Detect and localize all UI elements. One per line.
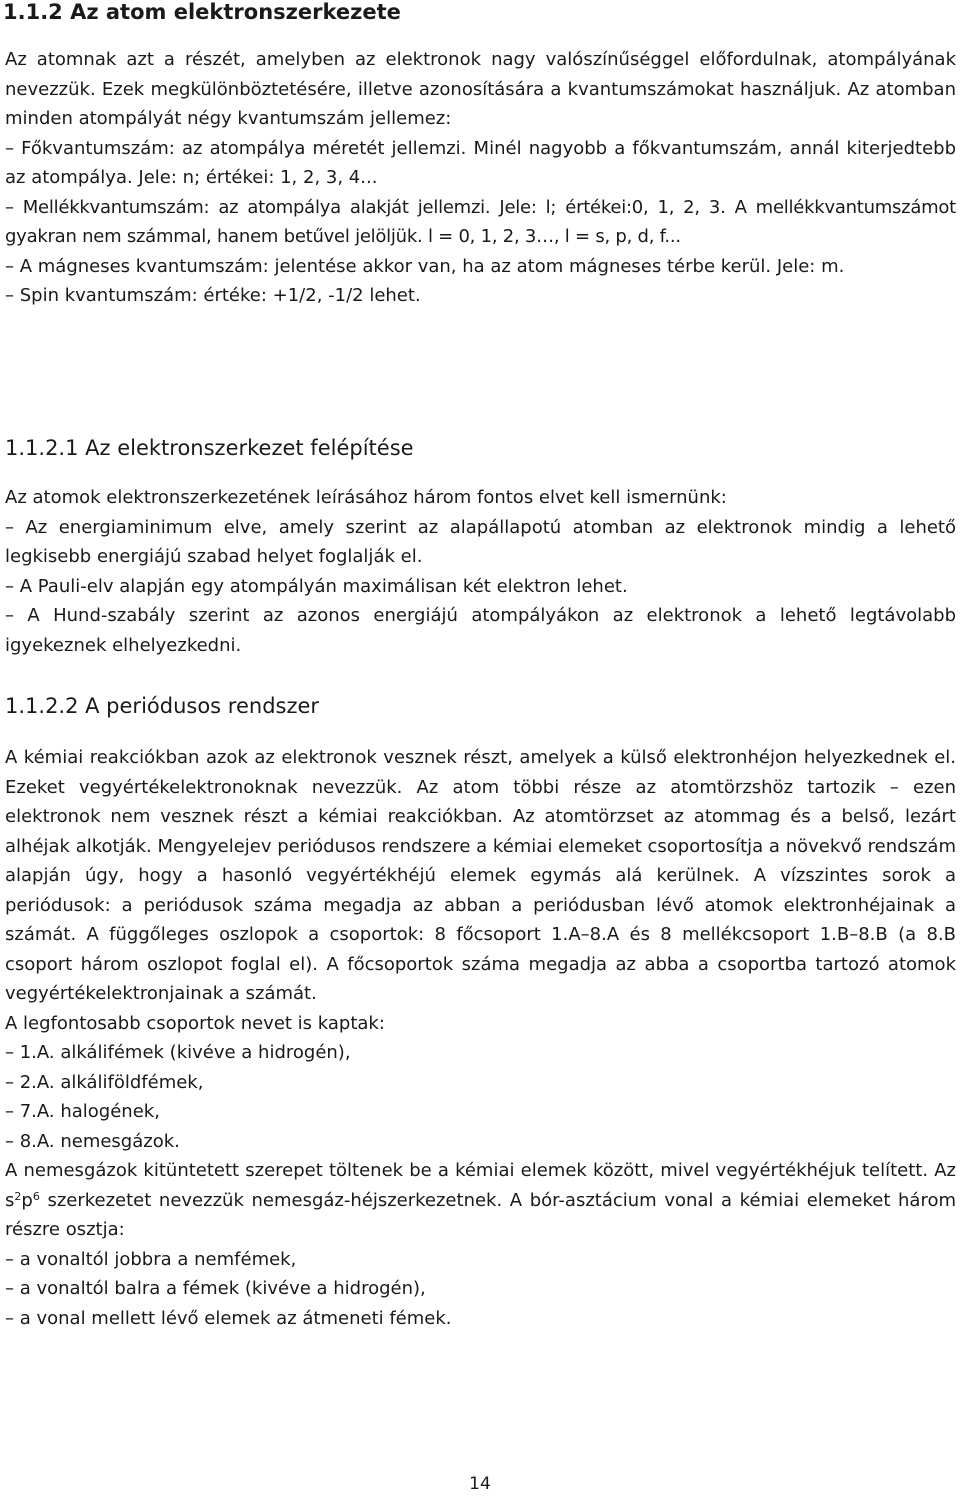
quantum-number-item: – Főkvantumszám: az atompálya méretét jellemzi. Minél nagyobb a főkvantumszám, annál kiterjedtebb az atompálya. Jele: n; értékei: 1, 2, 3, 4... bbox=[5, 137, 956, 188]
group-item: – 1.A. alkálifémek (kivéve a hidrogén), bbox=[5, 1042, 351, 1063]
subsection-2-body bbox=[5, 743, 956, 1333]
subsection-1-body bbox=[5, 483, 956, 660]
division-item: – a vonaltól balra a fémek (kivéve a hidrogén), bbox=[5, 1278, 426, 1299]
division-item: – a vonal mellett lévő elemek az átmeneti fémek. bbox=[5, 1307, 452, 1329]
principle-item: – Az energiaminimum elve, amely szerint az alapállapotú atomban az elektronok mindig a lehető legkisebb energiájú szabad helyet foglalják el. bbox=[5, 516, 956, 567]
noble-text-start: A nemesgázok kitüntetett szerepet töltenek be a kémiai elemek között, mivel vegyértékhéjuk telített. Az s bbox=[5, 1160, 956, 1211]
quantum-number-item: – Mellékkvantumszám: az atompálya alakját jellemzi. Jele: l; értékei:0, 1, 2, 3. A mellékkvantumszámot gyakran nem számmal, hanem betűvel jelöljük. l = 0, 1, 2, 3…, l = s, p, d, f... bbox=[5, 196, 956, 247]
group-item: – 2.A. alkáliföldfémek, bbox=[5, 1071, 204, 1093]
group-item: – 8.A. nemesgázok. bbox=[5, 1130, 180, 1152]
quantum-number-item: – Spin kvantumszám: értéke: +1/2, -1/2 lehet. bbox=[5, 285, 421, 306]
subsection-heading-2: 1.1.2.2 A periódusos rendszer bbox=[5, 694, 320, 718]
division-item: – a vonaltól jobbra a nemfémek, bbox=[5, 1248, 297, 1270]
superscript-6: 6 bbox=[32, 1189, 40, 1203]
superscript-2: 2 bbox=[14, 1189, 22, 1203]
noble-text-p: p bbox=[21, 1189, 33, 1211]
page-number: 14 bbox=[469, 1474, 491, 1494]
principle-item: – A Pauli-elv alapján egy atompályán maximálisan két elektron lehet. bbox=[5, 575, 628, 597]
noble-gas-paragraph bbox=[5, 1156, 956, 1245]
section-heading: 1.1.2 Az atom elektronszerkezete bbox=[3, 0, 401, 24]
principles-intro: Az atomok elektronszerkezetének leírásához három fontos elvet kell ismernünk: bbox=[5, 487, 727, 508]
group-item: – 7.A. halogének, bbox=[5, 1101, 160, 1122]
principle-item: – A Hund-szabály szerint az azonos energiájú atompályákon az elektronok a lehető legtávolabb igyekeznek elhelyezkedni. bbox=[5, 605, 956, 656]
quantum-number-item: – A mágneses kvantumszám: jelentése akkor van, ha az atom mágneses térbe kerül. Jele: m. bbox=[5, 255, 845, 277]
periodic-table-paragraph: A kémiai reakciókban azok az elektronok vesznek részt, amelyek a külső elektronhéjon helyezkednek el. Ezeket vegyértékelektronoknak nevezzük. Az atom többi része az atomtörzshöz tartozik – ezen elektronok nem vesznek részt a kémiai reakciókban. Az atomtörzset az atommag és a belső, lezárt alhéjak alkotják. Mengyelejev periódusos rendszere a kémiai elemeket csoportosítja a növekvő rendszám alapján úgy, hogy a hasonló vegyértékhéjú elemek egymás alá kerülnek. A vízszintes sorok a periódusok: a periódusok száma megadja az abban a periódusban lévő atomok elektronhéjainak a számát. A függőleges oszlopok a csoportok: 8 főcsoport 1.A–8.A és 8 mellékcsoport 1.B–8.B (a 8.B csoport három oszlopot foglal el). A főcsoportok száma megadja az abba a csoportba tartozó atomok vegyértékelektronjainak a számát. bbox=[5, 747, 956, 1004]
groups-intro: A legfontosabb csoportok nevet is kaptak: bbox=[5, 1012, 385, 1034]
subsection-heading-1: 1.1.2.1 Az elektronszerkezet felépítése bbox=[5, 436, 414, 460]
noble-text-end: szerkezetet nevezzük nemesgáz-héjszerkezetnek. A bór-asztácium vonal a kémiai elemeket három részre osztja: bbox=[5, 1189, 956, 1240]
section-body bbox=[5, 45, 956, 311]
intro-paragraph: Az atomnak azt a részét, amelyben az elektronok nagy valószínűséggel előfordulnak, atompályának nevezzük. Ezek megkülönböztetésére, illetve azonosítására a kvantumszámokat használjuk. Az atomban minden atompályát négy kvantumszám jellemez: bbox=[5, 49, 956, 129]
